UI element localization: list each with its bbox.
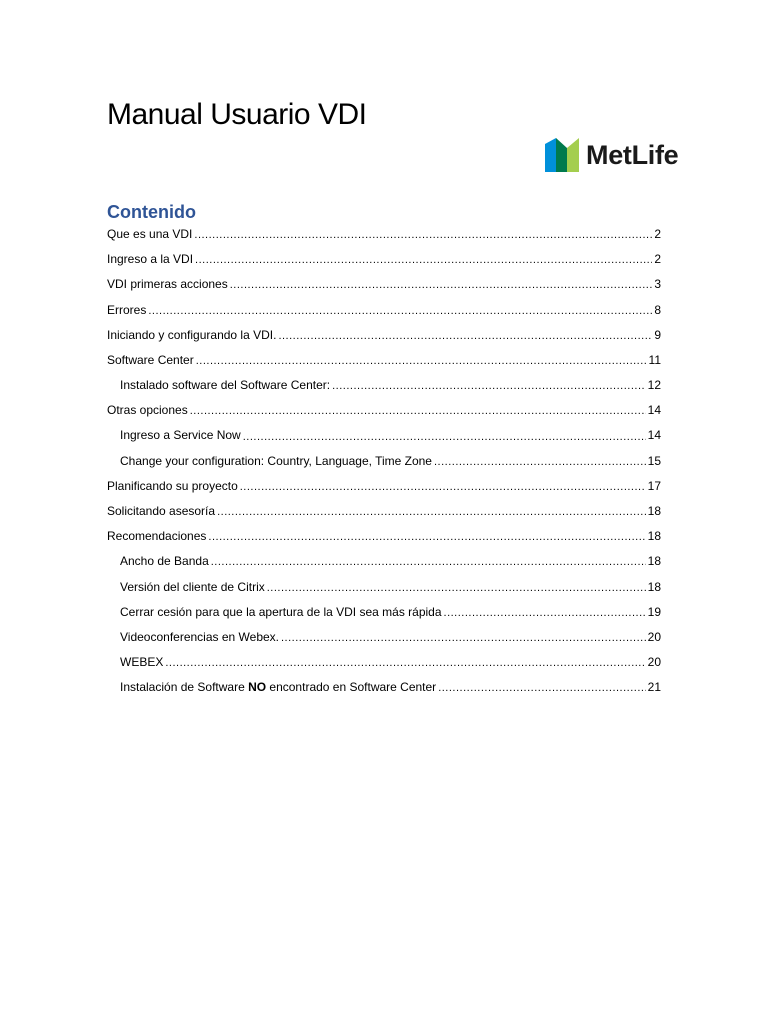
toc-entry-page: 18 — [647, 579, 661, 594]
toc-subentry[interactable] — [107, 600, 661, 625]
toc-entry-page: 11 — [648, 352, 661, 367]
toc-leader-dots — [444, 600, 646, 625]
toc-entry[interactable] — [107, 398, 661, 423]
toc-entry-label: Que es una VDI — [107, 226, 193, 241]
toc-leader-dots — [230, 272, 653, 297]
toc-label-emphasis: NO — [248, 680, 267, 695]
toc-entry-label: Errores — [107, 302, 147, 317]
toc-entry-label: Ancho de Banda — [120, 554, 209, 569]
toc-subentry[interactable] — [107, 625, 661, 650]
toc-entry-label: Software Center — [107, 352, 194, 367]
toc-leader-dots — [278, 323, 652, 348]
toc-entry-page: 3 — [654, 277, 661, 292]
toc-leader-dots — [332, 373, 646, 398]
toc-subentry[interactable] — [107, 449, 661, 474]
toc-subentry[interactable] — [107, 373, 661, 398]
toc-subentry[interactable] — [107, 575, 661, 600]
toc-entry-label: Ingreso a la VDI — [107, 252, 194, 267]
toc-leader-dots — [438, 675, 645, 700]
toc-entry[interactable] — [107, 524, 661, 549]
toc-heading: Contenido — [107, 202, 196, 222]
toc-entry-label: WEBEX — [120, 655, 164, 670]
document-title: Manual Usuario VDI — [107, 98, 367, 131]
logo-wordmark: MetLife — [586, 140, 679, 170]
toc-entry-page: 18 — [647, 554, 661, 569]
toc-entry-page: 2 — [654, 252, 661, 267]
toc-entry-page: 18 — [647, 529, 661, 544]
toc-label-part: encontrado en Software Center — [266, 680, 437, 695]
toc-entry-label — [120, 675, 436, 700]
toc-entry[interactable] — [107, 247, 661, 272]
toc-leader-dots — [217, 499, 646, 524]
toc-entry-label: VDI primeras acciones — [107, 277, 228, 292]
toc-leader-dots — [165, 650, 645, 675]
toc-entry-page: 20 — [647, 629, 661, 644]
toc-entry-page: 21 — [647, 680, 661, 695]
toc-entry-label: Change your configuration: Country, Language, Time Zone — [120, 453, 432, 468]
toc-entry-label: Iniciando y configurando la VDI. — [107, 327, 277, 342]
toc-entry-label: Recomendaciones — [107, 529, 207, 544]
toc-entry[interactable] — [107, 499, 661, 524]
toc-entry-page: 9 — [654, 327, 661, 342]
metlife-logo — [545, 135, 678, 175]
toc-entry[interactable] — [107, 474, 661, 499]
toc-entry-page: 18 — [647, 504, 661, 519]
toc-leader-dots — [281, 625, 646, 650]
toc-leader-dots — [195, 247, 652, 272]
toc-leader-dots — [211, 549, 646, 574]
toc-label-part: Instalación de Software — [120, 680, 249, 695]
toc-leader-dots — [434, 449, 646, 474]
toc-entry-label: Planificando su proyecto — [107, 478, 238, 493]
toc-leader-dots — [243, 424, 646, 449]
toc-entry-label: Solicitando asesoría — [107, 504, 216, 519]
toc-entry[interactable] — [107, 348, 661, 373]
toc-subentry[interactable] — [107, 549, 661, 574]
toc-subentry[interactable] — [107, 424, 661, 449]
toc-entry-label: Instalado software del Software Center: — [120, 378, 331, 393]
toc-entry[interactable] — [107, 298, 661, 323]
toc-leader-dots — [208, 524, 645, 549]
toc-leader-dots — [267, 575, 646, 600]
toc-entry-label: Videoconferencias en Webex. — [120, 629, 279, 644]
toc-subentry[interactable] — [107, 675, 661, 700]
toc-entry-page: 20 — [647, 655, 661, 670]
toc-leader-dots — [240, 474, 646, 499]
toc-entry-page: 17 — [647, 478, 661, 493]
toc-subentry[interactable] — [107, 650, 661, 675]
toc-leader-dots — [196, 348, 647, 373]
toc-entry-label: Cerrar cesión para que la apertura de la VDI sea más rápida — [120, 604, 442, 619]
toc-entry-label: Versión del cliente de Citrix — [120, 579, 265, 594]
toc-entry-label: Otras opciones — [107, 403, 188, 418]
toc-entry-page: 8 — [654, 302, 661, 317]
toc-leader-dots — [190, 398, 646, 423]
metlife-logo-icon — [545, 138, 579, 172]
toc-entry-label: Ingreso a Service Now — [120, 428, 241, 443]
toc-entry-page: 2 — [654, 226, 661, 241]
toc-entry[interactable] — [107, 323, 661, 348]
toc-leader-dots — [194, 222, 652, 247]
toc-entry-page: 19 — [647, 604, 661, 619]
toc-entry-page: 14 — [647, 428, 661, 443]
toc-entry-page: 12 — [647, 378, 661, 393]
table-of-contents — [107, 222, 661, 701]
toc-entry[interactable] — [107, 222, 661, 247]
toc-entry-page: 15 — [647, 453, 661, 468]
toc-entry[interactable] — [107, 272, 661, 297]
toc-entry-page: 14 — [647, 403, 661, 418]
toc-leader-dots — [148, 298, 652, 323]
